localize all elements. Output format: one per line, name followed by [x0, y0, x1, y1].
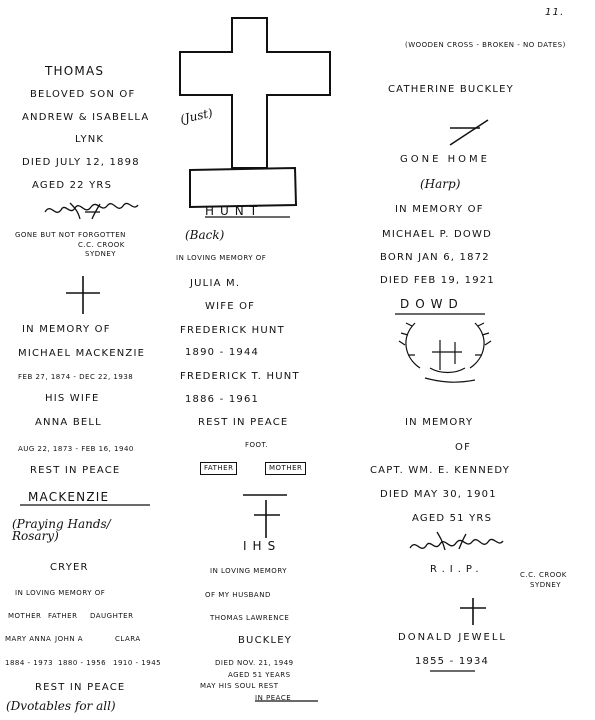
cryer-date-1: 1884 - 1973	[5, 659, 54, 667]
hunt-rest: REST IN PEACE	[198, 417, 289, 428]
lynk-flourish	[45, 203, 138, 219]
small-cross-jewell	[460, 598, 486, 625]
buckley-epitaph-2: IN PEACE	[255, 694, 292, 702]
buckley-aged: AGED 51 YEARS	[228, 671, 291, 679]
small-cross-mackenzie	[66, 276, 100, 314]
mackenzie-dates: FEB 27, 1874 - DEC 22, 1938	[18, 373, 134, 381]
lynk-surname: LYNK	[75, 134, 105, 145]
jewell-dates: 1855 - 1934	[415, 656, 490, 667]
cryer-role-1: MOTHER	[8, 612, 42, 620]
footstone-father: FATHER	[200, 462, 237, 475]
back-annotation: (Back)	[185, 228, 225, 242]
ihs-monogram: IHS	[243, 539, 282, 553]
hunt-base-name: HUNT	[205, 204, 264, 218]
small-cross-ihs	[243, 495, 287, 538]
buckley-surname: BUCKLEY	[238, 635, 293, 646]
buckley-relation: OF MY HUSBAND	[205, 591, 271, 599]
hunt-frederick: FREDERICK T. HUNT	[180, 371, 300, 382]
catherine-buckley-name: CATHERINE BUCKLEY	[388, 84, 514, 95]
lynk-carver-name: C.C. CROOK	[78, 241, 125, 249]
mackenzie-name: MICHAEL MACKENZIE	[18, 348, 146, 359]
buckley-name: THOMAS LAWRENCE	[210, 614, 290, 622]
lynk-died: DIED JULY 12, 1898	[22, 157, 140, 168]
cryer-name-3: CLARA	[115, 635, 141, 643]
dowd-heading: IN MEMORY OF	[395, 204, 484, 215]
kennedy-aged: AGED 51 YRS	[412, 513, 493, 524]
cryer-role-2: FATHER	[48, 612, 78, 620]
kennedy-flourish	[410, 532, 503, 550]
foot-label: FOOT.	[245, 441, 269, 449]
kennedy-rip: R.I.P.	[430, 564, 484, 575]
lynk-parents: ANDREW & ISABELLA	[22, 112, 150, 123]
mackenzie-wife-dates: AUG 22, 1873 - FEB 16, 1940	[18, 445, 134, 453]
lynk-carver-place: SYDNEY	[85, 250, 117, 258]
cryer-name-2: JOHN A	[55, 635, 84, 643]
wreath-drawing	[399, 323, 491, 382]
cryer-role-3: DAUGHTER	[90, 612, 134, 620]
hunt-husband: FREDERICK HUNT	[180, 325, 285, 336]
hunt-wife-of: WIFE OF	[205, 301, 256, 312]
dowd-gone-home: GONE HOME	[400, 154, 490, 165]
mackenzie-rest: REST IN PEACE	[30, 465, 121, 476]
lynk-epitaph: GONE BUT NOT FORGOTTEN	[15, 231, 126, 239]
mackenzie-symbol-note: (Praying Hands/ Rosary)	[12, 517, 111, 543]
kennedy-carver-name: C.C. CROOK	[520, 571, 567, 579]
kennedy-of: OF	[455, 442, 472, 453]
broken-cross-drawing	[450, 120, 488, 145]
cryer-name-1: MARY ANNA	[5, 635, 52, 643]
cryer-date-2: 1880 - 1956	[58, 659, 107, 667]
mackenzie-heading: IN MEMORY OF	[22, 324, 111, 335]
kennedy-carver-place: SYDNEY	[530, 581, 562, 589]
dowd-died: DIED FEB 19, 1921	[380, 275, 495, 286]
buckley-epitaph-1: MAY HIS SOUL REST	[200, 682, 279, 690]
hunt-julia: JULIA M.	[190, 278, 241, 289]
hunt-heading: IN LOVING MEMORY OF	[176, 254, 267, 262]
lynk-first-name: THOMAS	[45, 64, 105, 78]
cryer-date-3: 1910 - 1945	[113, 659, 162, 667]
cryer-heading: IN LOVING MEMORY OF	[15, 589, 106, 597]
dowd-harp-note: (Harp)	[420, 177, 461, 191]
mackenzie-wife-label: HIS WIFE	[45, 393, 100, 404]
cryer-surname: CRYER	[50, 562, 89, 573]
kennedy-name: CAPT. WM. E. KENNEDY	[370, 465, 511, 476]
mackenzie-surname: MACKENZIE	[28, 490, 110, 504]
kennedy-died: DIED MAY 30, 1901	[380, 489, 497, 500]
mackenzie-wife-name: ANNA BELL	[35, 417, 102, 428]
wooden-cross-note: (WOODEN CROSS - BROKEN - NO DATES)	[405, 41, 566, 49]
page-number: 11.	[545, 7, 565, 18]
kennedy-heading: IN MEMORY	[405, 417, 474, 428]
lynk-relation: BELOVED SON OF	[30, 89, 136, 100]
cryer-rest: REST IN PEACE	[35, 682, 126, 693]
cross-annotation: (Just)	[178, 105, 214, 127]
buckley-died: DIED NOV. 21, 1949	[215, 659, 294, 667]
dowd-born: BORN JAN 6, 1872	[380, 252, 490, 263]
lynk-aged: AGED 22 YRS	[32, 180, 113, 191]
jewell-name: DONALD JEWELL	[398, 632, 507, 643]
hunt-frederick-dates: 1886 - 1961	[185, 394, 260, 405]
footstone-mother: MOTHER	[265, 462, 306, 475]
buckley-heading: IN LOVING MEMORY	[210, 567, 288, 575]
cryer-footstone-note: (Dvotables for all)	[6, 699, 116, 713]
hunt-julia-dates: 1890 - 1944	[185, 347, 260, 358]
dowd-name: MICHAEL P. DOWD	[382, 229, 492, 240]
dowd-surname: DOWD	[400, 297, 464, 311]
